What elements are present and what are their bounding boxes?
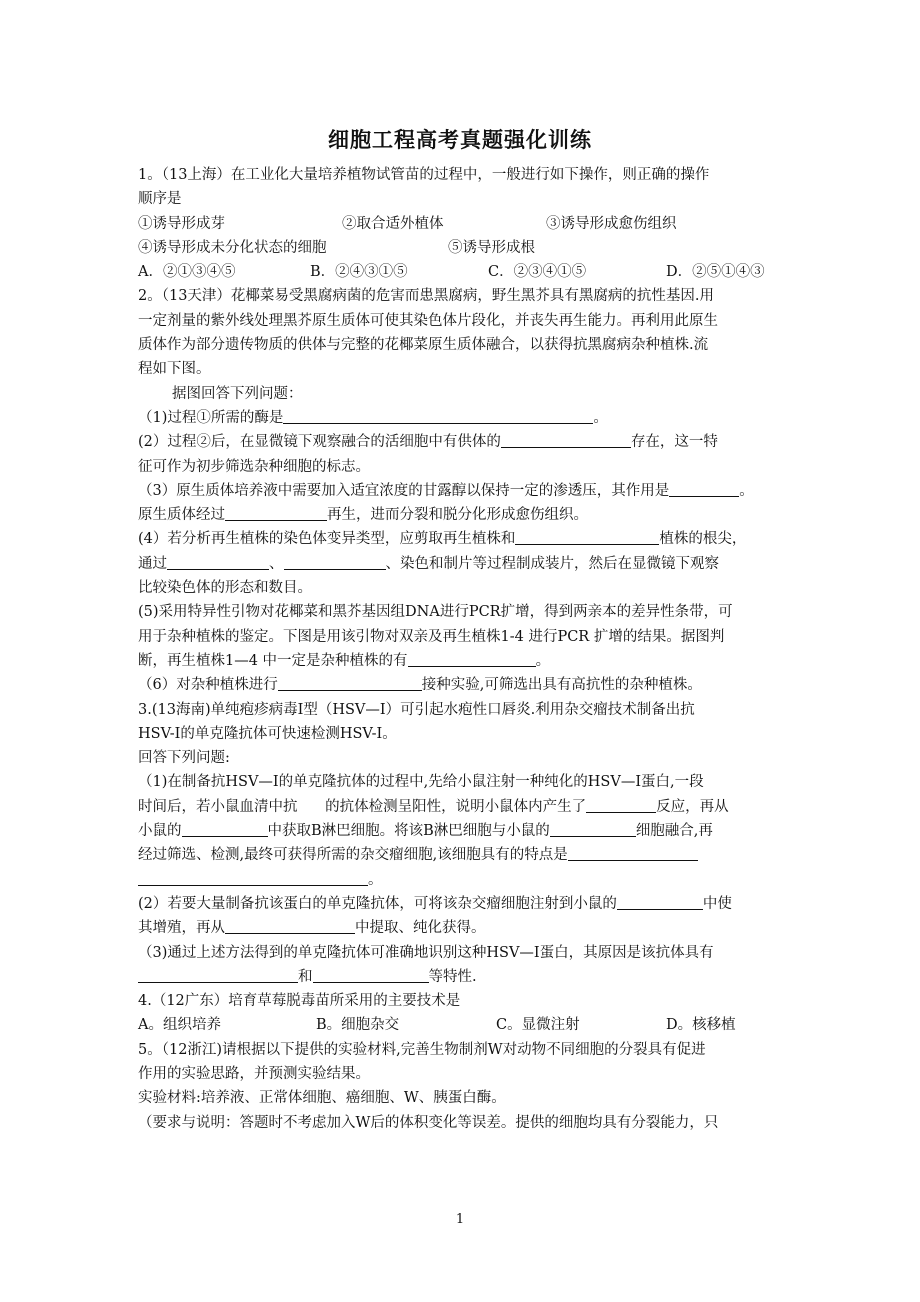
q1-option-c: C．②③④①⑤ [488,264,587,281]
q3-sub-1-text: 时间后，若小鼠血清中抗 的抗体检测呈阳性，说明小鼠体内产生了 [138,798,587,815]
q1-option-b: B．②④③①⑤ [310,264,408,281]
q1-option-d: D．②⑤①④③ [666,264,765,281]
q2-line-3: 质体作为部分遗传物质的供体与完整的花椰菜原生质体融合，以获得抗黑腐病杂种植株.流 [138,337,709,354]
answer-blank[interactable] [669,480,739,497]
page-number: 1 [455,1212,465,1227]
q2-sub-5-end: 。 [535,652,551,669]
q2-sub-6-end: 接种实验,可筛选出具有高抗性的杂种植株。 [421,677,702,694]
q4-option-b: B。细胞杂交 [316,1017,400,1034]
answer-blank[interactable] [278,674,422,691]
q3-sub-1-cont-2 [138,819,788,843]
q5-line-4: （要求与说明：答题时不考虑加入W后的体积变化等误差。提供的细胞均具有分裂能力，只 [138,1114,719,1131]
q2-sub-4 [138,527,788,551]
q2-sub-5-text: 断，再生植株1—4 中一定是杂种植株的有 [138,652,408,669]
q3-sub-3-text: 和 [298,968,313,985]
q3-line-3: 回答下列问题: [138,750,230,767]
q1-step-4: ④诱导形成未分化状态的细胞 [138,239,327,256]
q2-sub-4-text-5: 、染色和制片等过程制成装片，然后在显微镜下观察 [385,555,719,572]
q3-sub-2-text-2: 中使 [702,895,732,912]
answer-blank[interactable] [568,844,698,861]
answer-blank[interactable] [138,966,298,983]
q3-sub-1-text-6: 经过筛选、检测,最终可获得所需的杂交瘤细胞,该细胞具有的特点是 [138,847,568,864]
q1-line-2: 顺序是 [138,191,182,208]
q3-sub-3-cont [138,965,788,989]
q2-sub-4-text: (4）若分析再生植株的染色体变异类型，应剪取再生植株和 [138,531,516,548]
q2-sub-3 [138,479,788,503]
document-body [138,163,788,1135]
q3-sub-2-cont [138,916,788,940]
q4-option-a: A。组织培养 [138,1017,221,1034]
q2-line-2: 一定剂量的紫外线处理黑芥原生质体可使其染色体片段化，并丧失再生能力。再利用此原生 [138,312,718,329]
q2-sub-2-text: (2）过程②后，在显微镜下观察融合的活细胞中有供体的 [138,434,501,451]
answer-blank[interactable] [138,869,368,886]
answer-blank[interactable] [283,407,593,424]
answer-blank[interactable] [550,820,636,837]
q2-sub-5: (5)采用特异性引物对花椰菜和黑芥基因组DNA进行PCR扩增，得到两亲本的差异性条带，可 [138,604,733,621]
q1-line-1: 1。（13上海）在工业化大量培养植物试管苗的过程中，一般进行如下操作，则正确的操作 [138,167,710,183]
q2-sub-2-end: 存在，这一特 [630,434,718,451]
q3-sub-1-cont-3 [138,843,788,867]
q1-option-a: A．②①③④⑤ [138,264,236,281]
answer-blank[interactable] [182,820,268,837]
q2-sub-4-text-4: 、 [269,555,284,572]
q4-option-d: D。核移植 [666,1017,736,1034]
q2-sub-1-text: （1)过程①所需的酶是 [138,409,284,426]
q3-sub-1-text-5: 细胞融合,再 [635,823,713,840]
q1-step-3: ③诱导形成愈伤组织 [546,215,677,232]
q2-sub-5-cont-2 [138,649,788,673]
answer-blank[interactable] [586,796,656,813]
q3-sub-1-end: 。 [368,871,383,888]
q2-sub-3-cont [138,503,788,527]
q3-line-2: HSV-Ⅰ的单克隆抗体可快速检测HSV-Ⅰ。 [138,725,397,742]
q2-sub-3-text-3: 再生，进而分裂和脱分化形成愈伤组织。 [327,507,588,524]
q2-sub-4-cont-2: 比较染色体的形态和数目。 [138,580,312,597]
q5-line-2: 作用的实验思路，并预测实验结果。 [138,1065,370,1082]
answer-blank[interactable] [284,553,386,570]
answer-blank[interactable] [501,431,631,448]
q1-step-1: ①诱导形成芽 [138,215,225,232]
q4-options [138,1013,788,1037]
q2-sub-2-cont: 征可作为初步筛选杂种细胞的标志。 [138,458,370,475]
q1-steps-row-1 [138,212,788,236]
q3-line-1: 3.(13海南)单纯疱疹病毒Ⅰ型（HSV—Ⅰ）可引起水疱性口唇炎.利用杂交瘤技术制备出抗 [138,701,695,718]
q2-line-5: 据图回答下列问题： [172,385,303,402]
answer-blank[interactable] [225,917,355,934]
answer-blank[interactable] [408,650,536,667]
q1-step-5: ⑤诱导形成根 [448,239,535,256]
q2-sub-4-cont [138,552,788,576]
q2-sub-1 [138,406,788,430]
answer-blank[interactable] [313,966,429,983]
q3-sub-2-text: (2）若要大量制备抗该蛋白的单克隆抗体，可将该杂交瘤细胞注射到小鼠的 [138,895,617,912]
q3-sub-1-cont [138,795,788,819]
q4-option-c: C。显微注射 [496,1017,580,1034]
answer-blank[interactable] [515,528,659,545]
answer-blank[interactable] [225,504,327,521]
q2-sub-3-text: （3）原生质体培养液中需要加入适宜浓度的甘露醇以保持一定的渗透压，其作用是 [138,482,670,499]
q3-sub-1-text-3: 小鼠的 [138,823,182,840]
q2-sub-1-end: 。 [593,409,608,426]
q2-line-1: 2。（13天津）花椰菜易受黑腐病菌的危害而患黑腐病，野生黑芥具有黑腐病的抗性基因.用 [138,288,715,305]
q1-step-2: ②取合适外植体 [342,215,444,232]
q2-sub-3-end: 。 [739,482,754,499]
q3-sub-3-text-2: 等特性. [428,968,477,985]
q2-sub-4-text-3: 通过 [138,555,167,572]
q3-sub-2-text-4: 中提取、纯化获得。 [355,920,486,937]
q3-sub-2-text-3: 其增殖，再从 [138,920,225,937]
q2-sub-4-text-2: 植株的根尖， [659,531,747,548]
q2-sub-6 [138,673,788,697]
q3-sub-2 [138,892,788,916]
q3-sub-3: （3)通过上述方法得到的单克隆抗体可准确地识别这种HSV—Ⅰ蛋白，其原因是该抗体具有 [138,944,714,961]
q2-sub-5-cont: 用于杂种植株的鉴定。下图是用该引物对双亲及再生植株1-4 进行PCR 扩增的结果。据图判 [138,628,725,645]
page-title: 细胞工程高考真题强化训练 [328,128,592,152]
answer-blank[interactable] [617,893,703,910]
q3-sub-1: （1)在制备抗HSV—Ⅰ的单克隆抗体的过程中,先给小鼠注射一种纯化的HSV—Ⅰ蛋白,一段 [138,774,704,791]
q2-sub-2 [138,430,788,454]
q1-steps-row-2 [138,236,788,260]
answer-blank[interactable] [167,553,269,570]
q2-sub-3-text-2: 原生质体经过 [138,507,225,524]
q2-line-4: 程如下图。 [138,361,211,378]
q1-options [138,260,788,284]
q5-line-3: 实验材料:培养液、正常体细胞、癌细胞、W、胰蛋白酶。 [138,1090,506,1107]
q4-line-1: 4.（12广东）培育草莓脱毒苗所采用的主要技术是 [138,993,461,1010]
q3-sub-1-text-4: 中获取B淋巴细胞。将该B淋巴细胞与小鼠的 [267,823,550,840]
q5-line-1: 5。（12浙江)请根据以下提供的实验材料,完善生物制剂W对动物不同细胞的分裂具有促进 [138,1041,706,1058]
q2-sub-6-text: （6）对杂种植株进行 [138,677,278,694]
q3-sub-1-text-2: 反应，再从 [656,798,729,815]
q3-sub-1-cont-4 [138,868,788,892]
